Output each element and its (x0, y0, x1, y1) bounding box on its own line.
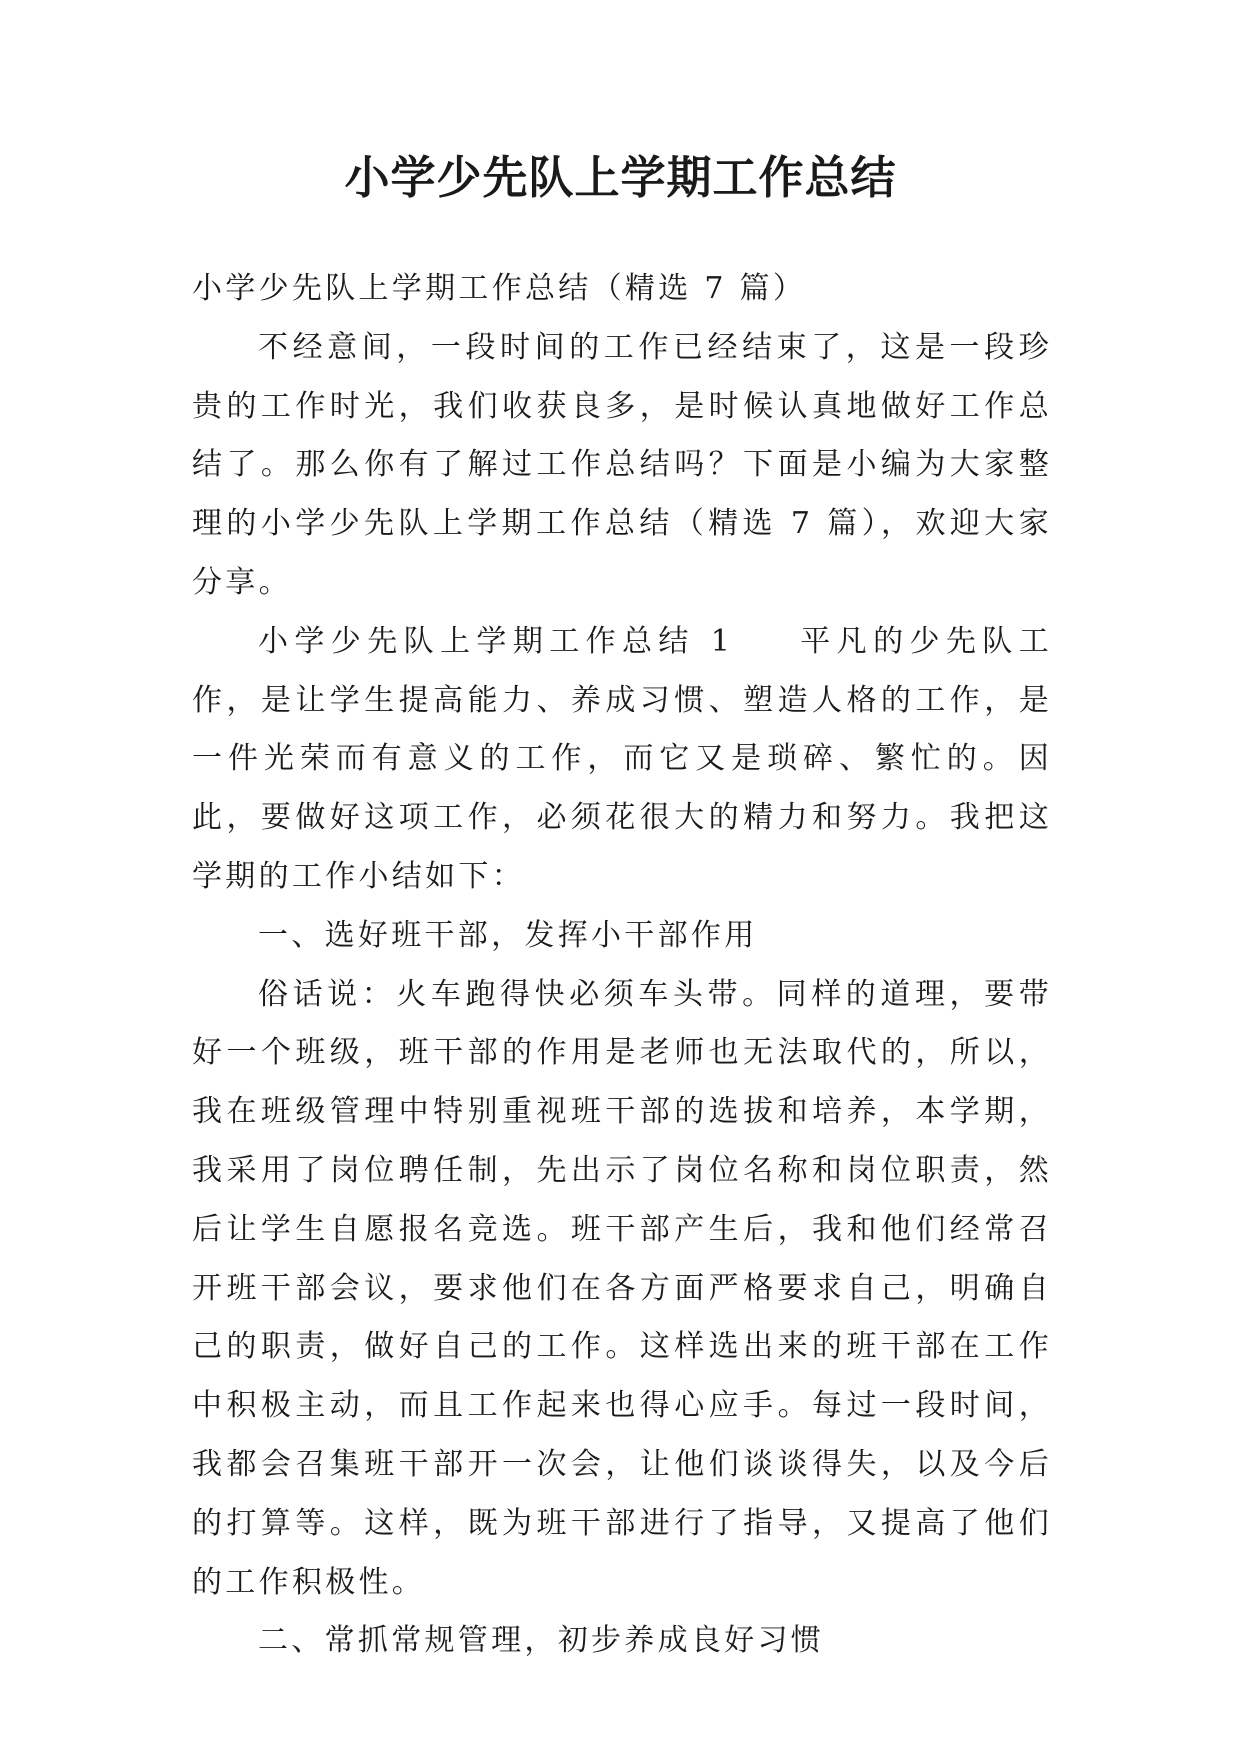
point-1-heading: 一、选好班干部，发挥小干部作用 (258, 917, 758, 953)
section-1-heading: 小学少先队上学期工作总结 1 (258, 623, 734, 659)
document-subtitle: 小学少先队上学期工作总结（精选 7 篇） (192, 271, 807, 306)
document-body (192, 260, 1052, 1671)
intro-paragraph: 不经意间，一段时间的工作已经结束了，这是一段珍贵的工作时光，我们收获良多，是时候认真地做好工作总结了。那么你有了解过工作总结吗？下面是小编为大家整理的小学少先队上学期工作总结（精选 7 篇），欢迎大家分享。 (192, 329, 1052, 600)
point-2-heading: 二、常抓常规管理，初步养成良好习惯 (258, 1623, 825, 1659)
document-title: 小学少先队上学期工作总结 (344, 151, 897, 204)
section-1-body: 平凡的少先队工作，是让学生提高能力、养成习惯、塑造人格的工作，是一件光荣而有意义的工作，而它又是琐碎、繁忙的。因此，要做好这项工作，必须花很大的精力和努力。我把这学期的工作小结如下： (192, 623, 1052, 894)
point-1-paragraph: 俗话说：火车跑得快必须车头带。同样的道理，要带好一个班级，班干部的作用是老师也无法取代的，所以，我在班级管理中特别重视班干部的选拔和培养，本学期，我采用了岗位聘任制，先出示了岗位名称和岗位职责，然后让学生自愿报名竞选。班干部产生后，我和他们经常召开班干部会议，要求他们在各方面严格要求自己，明确自己的职责，做好自己的工作。这样选出来的班干部在工作中积极主动，而且工作起来也得心应手。每过一段时间，我都会召集班干部开一次会，让他们谈谈得失，以及今后的打算等。这样，既为班干部进行了指导，又提高了他们的工作积极性。 (192, 976, 1052, 1600)
section-1-paragraph (192, 613, 1052, 907)
